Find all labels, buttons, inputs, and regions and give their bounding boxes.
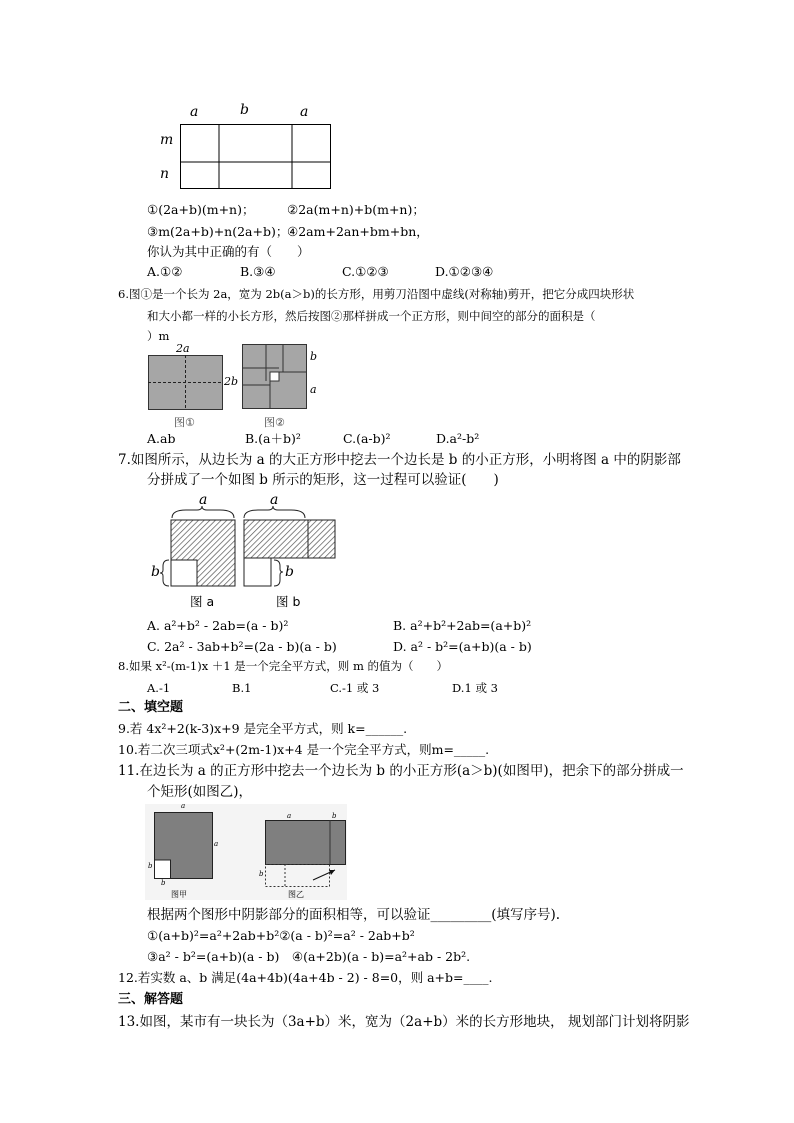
grid-label-m: m: [160, 132, 174, 148]
q11-fig1-label-b-bottom: b: [161, 879, 166, 887]
q7-choice-c: C. 2a² - 3ab+b²=(2a - b)(a - b): [147, 639, 337, 654]
q6-choice-d: D.a²-b²: [436, 431, 480, 446]
q7-fig-b-label-b: b: [285, 564, 294, 580]
q11-options-1-2: ①(a+b)²=a²+2ab+b²②(a - b)²=a² - 2ab+b²: [147, 928, 415, 943]
q13-text: 13.如图，某市有一块长为（3a+b）米，宽为（2a+b）米的长方形地块， 规划部门计划将阴影: [118, 1014, 690, 1030]
q5-choice-c: C.①②③: [342, 264, 389, 279]
q5-prompt: 你认为其中正确的有（ ）: [147, 244, 310, 259]
q8-choice-c: C.-1 或 3: [330, 681, 380, 695]
q6-choice-a: A.ab: [147, 431, 176, 446]
grid-label-a-right: a: [300, 104, 309, 120]
q7-fig-a-label-a: a: [199, 492, 208, 508]
q6-figure-1: [148, 355, 224, 411]
q11-fig1-label-a-top: a: [181, 802, 186, 810]
q11-fig1-label-b-left: b: [148, 862, 153, 870]
q11-fig2-label-b-left: b: [259, 870, 264, 878]
q6-text-line2: 和大小都一样的小长方形，然后按图②那样拼成一个正方形，则中间空的部分的面积是（: [147, 309, 596, 323]
q7-text-line2: 分拼成了一个如图 b 所示的矩形，这一过程可以验证( ): [147, 472, 499, 488]
q5-choice-d: D.①②③④: [435, 264, 494, 279]
q12-text: 12.若实数 a、b 满足(4a+4b)(4a+4b - 2) - 8=0，则 a+b=____.: [118, 970, 493, 985]
q11-fig2-label-a: a: [287, 812, 292, 820]
q6-fig2-caption: 图②: [264, 416, 285, 429]
q11-prompt: 根据两个图形中阴影部分的面积相等，可以验证_________(填写序号).: [147, 907, 561, 923]
q6-text-line3: ）m: [147, 329, 170, 343]
q11-text-line2: 个矩形(如图乙)，: [147, 784, 253, 800]
q6-fig1-caption: 图①: [174, 416, 195, 429]
q11-fig1-caption: 图甲: [171, 890, 187, 899]
grid-label-a-left: a: [190, 104, 199, 120]
q10-text: 10.若二次三项式x²+(2m-1)x+4 是一个完全平方式，则m=_____.: [118, 742, 490, 757]
grid-label-b: b: [240, 102, 249, 118]
q7-choice-d: D. a² - b²=(a+b)(a - b): [393, 639, 532, 654]
q6-fig2-label-a: a: [310, 383, 317, 396]
q5-option-4: ④2am+2an+bm+bn，: [287, 224, 429, 239]
q7-figure-a: [150, 506, 240, 588]
q11-fig2-caption: 图乙: [288, 890, 304, 899]
q8-choice-d: D.1 或 3: [452, 681, 498, 695]
q7-text-line1: 7.如图所示，从边长为 a 的大正方形中挖去一个边长是 b 的小正方形，小明将图 a 中的阴影部: [118, 452, 681, 468]
q6-choice-c: C.(a-b)²: [343, 431, 391, 446]
q11-options-3-4: ③a² - b²=(a+b)(a - b) ④(a+2b)(a - b)=a²+ab - 2b².: [147, 949, 471, 964]
section-fill-in-heading: 二、填空题: [118, 700, 184, 715]
q6-fig2-label-b: b: [310, 350, 318, 363]
q5-option-1: ①(2a+b)(m+n)；: [147, 202, 255, 217]
q6-choice-b: B.(a＋b)²: [245, 431, 301, 446]
q6-figure-2: [242, 344, 308, 410]
q6-fig1-label-2b: 2b: [224, 375, 239, 388]
q7-choice-a: A. a²+b² - 2ab=(a - b)²: [147, 618, 289, 633]
q6-text-line1: 6.图①是一个长为 2a，宽为 2b(a＞b)的长方形，用剪刀沿图中虚线(对称轴)剪开，把它分成四块形状: [118, 287, 635, 301]
q5-option-2: ②2a(m+n)+b(m+n)；: [287, 202, 425, 217]
q11-figure-yi: [265, 820, 347, 890]
q7-fig-a-caption: 图 a: [190, 594, 215, 609]
q5-option-3: ③m(2a+b)+n(2a+b)；: [147, 224, 289, 239]
q11-fig1-label-a-side: a: [214, 840, 219, 848]
q8-choice-b: B.1: [232, 681, 252, 695]
q11-text-line1: 11.在边长为 a 的正方形中挖去一个边长为 b 的小正方形(a＞b)(如图甲)，把余下的部分拼成一: [118, 763, 684, 779]
q8-text: 8.如果 x²-(m-1)x ＋1 是一个完全平方式，则 m 的值为（ ）: [118, 659, 449, 673]
q5-choice-a: A.①②: [147, 264, 183, 279]
q7-fig-b-caption: 图 b: [276, 594, 301, 609]
q7-fig-a-label-b: b: [151, 564, 160, 580]
section-answer-heading: 三、解答题: [118, 992, 184, 1007]
q11-fig2-label-b-top: b: [332, 812, 337, 820]
q8-choice-a: A.-1: [147, 681, 171, 695]
grid-label-n: n: [160, 166, 170, 182]
q11-figure-jia: [154, 812, 214, 882]
area-grid-figure: [180, 124, 332, 190]
q7-fig-b-label-a: a: [270, 492, 279, 508]
q5-choice-b: B.③④: [240, 264, 276, 279]
q6-fig1-label-2a: 2a: [176, 342, 190, 355]
q9-text: 9.若 4x²+2(k-3)x+9 是完全平方式，则 k=______.: [118, 721, 408, 736]
q7-choice-b: B. a²+b²+2ab=(a+b)²: [393, 618, 532, 633]
